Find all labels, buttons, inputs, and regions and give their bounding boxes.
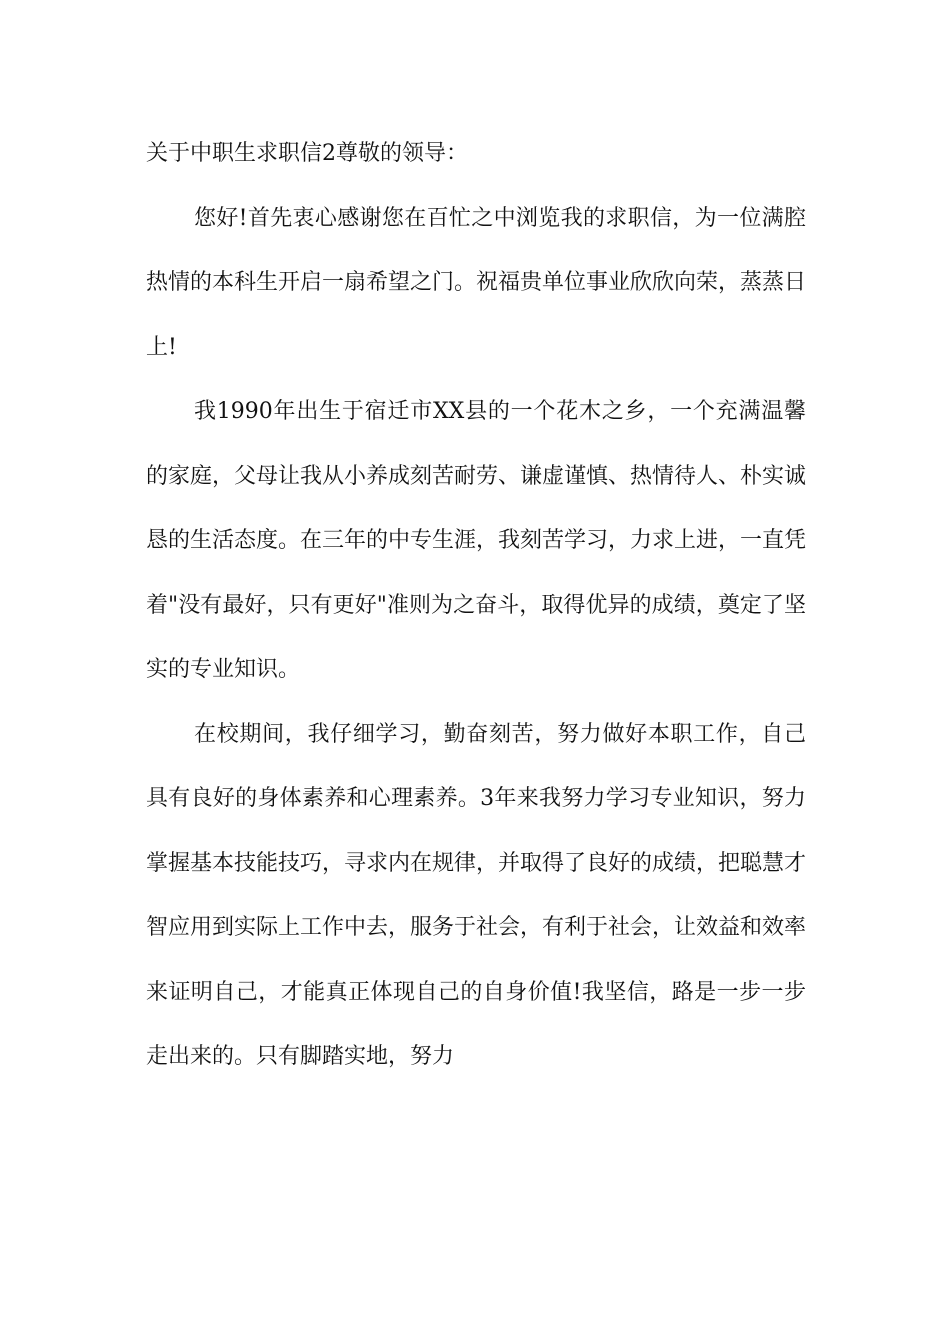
paragraph-greeting: 您好!首先衷心感谢您在百忙之中浏览我的求职信，为一位满腔热情的本科生开启一扇希望之门。祝福贵单位事业欣欣向荣，蒸蒸日上! xyxy=(146,205,807,360)
paragraph-background: 我1990年出生于宿迁市XX县的一个花木之乡，一个充满温馨的家庭，父母让我从小养成刻苦耐劳、谦虚谨慎、热情待人、朴实诚恳的生活态度。在三年的中专生涯，我刻苦学习，力求上进，一直凭着"没有最好，只有更好"准则为之奋斗，取得优异的成绩，奠定了坚实的专业知识。 xyxy=(146,399,807,682)
paragraph-school-period: 在校期间，我仔细学习，勤奋刻苦，努力做好本职工作，自己具有良好的身体素养和心理素养。3年来我努力学习专业知识，努力掌握基本技能技巧，寻求内在规律，并取得了良好的成绩，把聪慧才智应用到实际上工作中去，服务于社会，有利于社会，让效益和效率来证明自己，才能真正体现自己的自身价值!我坚信，路是一步一步走出来的。只有脚踏实地，努力 xyxy=(146,721,807,1069)
letter-heading: 关于中职生求职信2尊敬的领导： xyxy=(146,141,468,166)
letter-body xyxy=(146,122,806,1090)
